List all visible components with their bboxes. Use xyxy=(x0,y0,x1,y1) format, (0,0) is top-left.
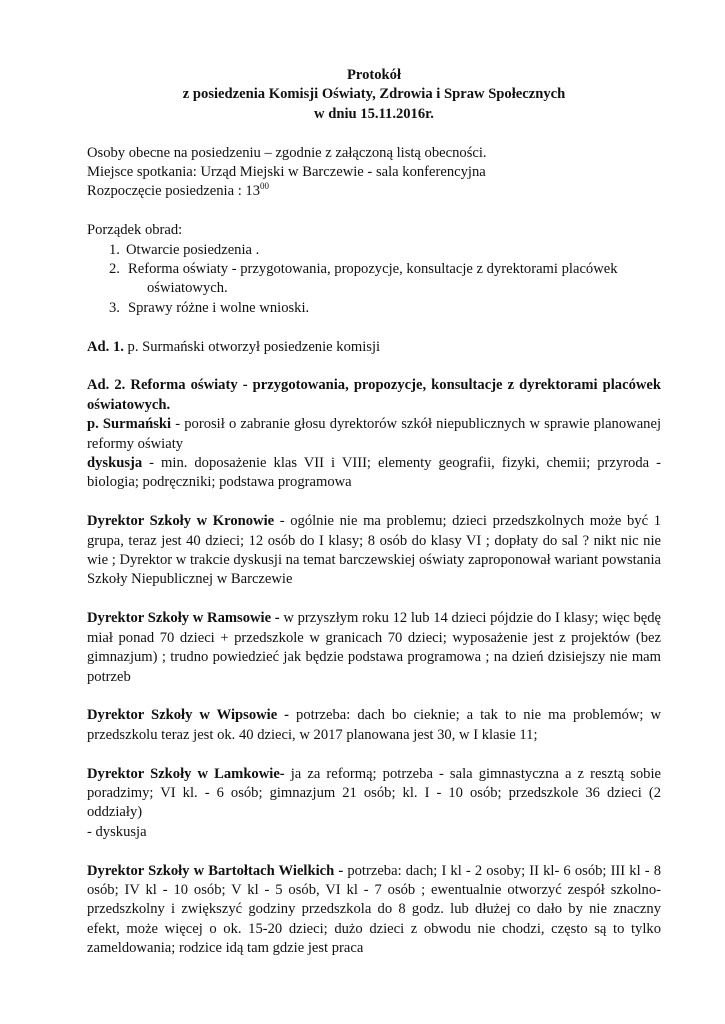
ad1-text: p. Surmański otworzył posiedzenie komisji xyxy=(123,338,381,355)
director-text: - ogólnie nie ma problemu; dzieci przedszkolnych może być 1 grupa, teraz jest 40 dzieci; 12 osób do I klasy; 8 osób do klasy VI ; dopłaty do sal ? nikt nic nie wie ; Dyrektor w trakcie dyskusji na temat barczewskiej oświaty zaproponował wariant powstania Szkoły Niepublicznej w Barczewie xyxy=(87,513,662,588)
director-wipsowo xyxy=(87,706,661,745)
ad1-label: Ad. 1. xyxy=(87,338,124,355)
agenda-item-text: Otwarcie posiedzenia . xyxy=(126,241,260,258)
agenda-item-text: Reforma oświaty - przygotowania, propozycje, konsultacje z dyrektorami placówek xyxy=(128,261,618,278)
agenda-section xyxy=(87,221,661,318)
director-name: Dyrektor Szkoły w Wipsowie - xyxy=(87,707,290,724)
header-date: w dniu 15.11.2016r. xyxy=(314,105,434,122)
agenda-item-number: 2. xyxy=(109,261,120,278)
surmanski-name: p. Surmański xyxy=(87,416,172,433)
document-header xyxy=(87,66,661,124)
ad2-section xyxy=(87,376,661,492)
director-text: potrzeba: dach; I kl - 2 osoby; II kl- 6 osób; III kl - 8 osób; IV kl - 10 osób; V kl - 5 osób, VI kl - 7 osób ; ewentualnie otworzyć zespół szkolno-przedszkolny i zwiększyć godziny przedszkola do 8 godz. lub dłużej co dało by nie znaczny efekt, może więcej o ok. 15-20 dzieci; dużo dzieci z obwodu nie chodzi, często są to tylko zameldowania; rodzice idą tam gdzie jest praca xyxy=(87,862,661,957)
start-minutes: 00 xyxy=(260,181,270,192)
dyskusja-text: - min. doposażenie klas VII i VIII; elementy geografii, fizyki, chemii; przyroda - biologia; podręczniki; podstawa programowa xyxy=(87,455,661,491)
ad1-paragraph xyxy=(87,338,661,357)
agenda-title: Porządek obrad: xyxy=(87,222,183,239)
director-text: w przyszłym roku 12 lub 14 dzieci pójdzie do I klasy; więc będę miał ponad 70 dzieci + przedszkole w granicach 70 dzieci; wyposażenie jest z projektów (bez gimnazjum) ; trudno powiedzieć jak będzie podstawa programowa ; na dzień dzisiejszy nie mam potrzeb xyxy=(87,610,661,685)
agenda-item xyxy=(109,299,661,318)
director-text: ja za reformą; potrzeba - sala gimnastyczna a z resztą sobie poradzimy; VI kl. - 6 osób; gimnazjum 21 osób; kl. I - 10 osób; przedszkole 36 dzieci (2 oddziały) xyxy=(87,765,662,821)
agenda-item xyxy=(109,241,661,260)
surmanski-text: - porosił o zabranie głosu dyrektorów szkół niepublicznych w sprawie planowanej reformy oświaty xyxy=(87,416,662,452)
agenda-item xyxy=(109,260,661,299)
ad2-heading xyxy=(87,376,661,415)
director-name: Dyrektor Szkoły w Ramsowie - xyxy=(87,610,280,627)
attendance-line: Osoby obecne na posiedzeniu – zgodnie z załączoną listą obecności. xyxy=(87,144,487,161)
director-name: Dyrektor Szkoły w Bartołtach Wielkich - xyxy=(87,862,344,879)
dyskusja-label: dyskusja xyxy=(87,455,143,472)
start-line xyxy=(87,182,661,201)
agenda-item-number: 3. xyxy=(109,299,120,316)
director-kronowo xyxy=(87,512,661,590)
header-title: Protokół xyxy=(346,67,402,83)
director-name: Dyrektor Szkoły w Kronowie xyxy=(87,513,275,530)
surmanski-paragraph xyxy=(87,415,661,454)
ad2-heading-text: Ad. 2. Reforma oświaty - przygotowania, propozycje, konsultacje z dyrektorami placówek oświatowych. xyxy=(87,377,661,413)
director-lamkowo xyxy=(87,765,661,823)
director-ramsowo xyxy=(87,609,661,687)
header-subtitle: z posiedzenia Komisji Oświaty, Zdrowia i Spraw Społecznych xyxy=(182,86,566,103)
agenda-item-text-cont: oświatowych. xyxy=(147,280,228,297)
director-text: potrzeba: dach bo cieknie; a tak to nie ma problemów; w przedszkolu teraz jest ok. 40 dzieci, w 2017 planowana jest 30, w I klasie 11; xyxy=(87,707,661,743)
place-line: Miejsce spotkania: Urząd Miejski w Barczewie - sala konferencyjna xyxy=(87,164,486,181)
dyskusja-paragraph xyxy=(87,454,661,493)
start-label: Rozpoczęcie posiedzenia : 13 xyxy=(87,183,261,200)
director-name: Dyrektor Szkoły w Lamkowie- xyxy=(87,765,285,782)
director-lamkowo-extra: - dyskusja xyxy=(87,823,147,840)
director-bartolty xyxy=(87,862,661,959)
agenda-item-text: Sprawy różne i wolne wnioski. xyxy=(128,299,310,316)
agenda-item-number: 1. xyxy=(109,241,120,258)
intro-section xyxy=(87,144,661,202)
